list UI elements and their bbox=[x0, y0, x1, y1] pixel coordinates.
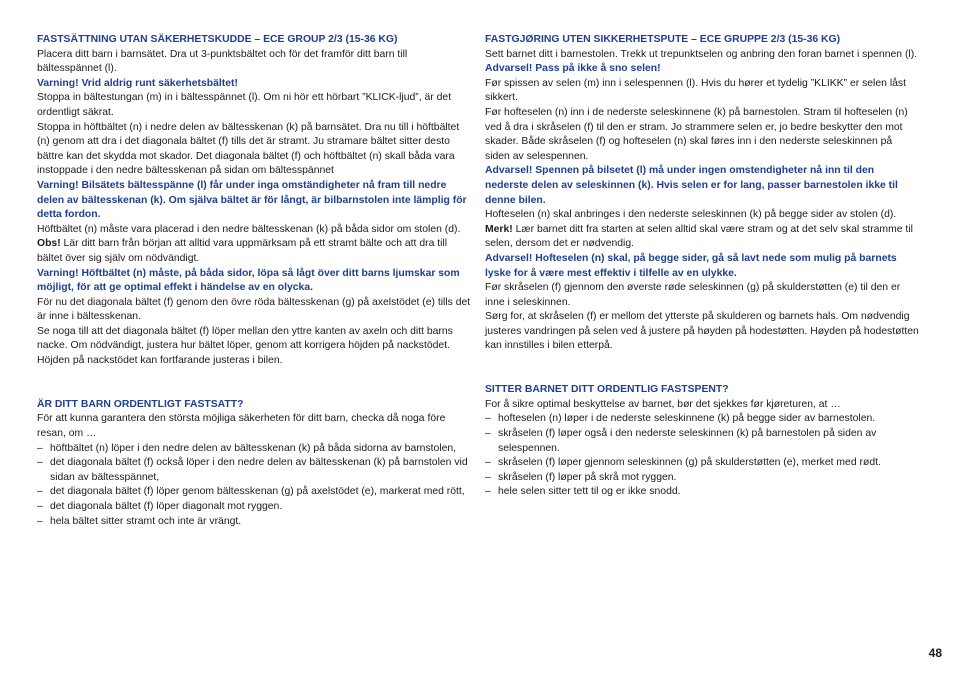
note-label: Merk! bbox=[485, 223, 513, 235]
checklist-item: – hele selen sitter tett til og er ikke snodd. bbox=[485, 485, 919, 500]
paragraph: Før spissen av selen (m) inn i selespennen (l). Hvis du hører et tydelig ”KLIKK” er selen låst sikkert. bbox=[485, 77, 906, 104]
checklist-item: – det diagonala bältet (f) löper diagonalt mot ryggen. bbox=[37, 500, 471, 515]
warning-text: Advarsel! Hofteselen (n) skal, på begge sider, gå så lavt nede som mulig på barnets lyske for å være mest effektiv i tilfelle av en ulykke. bbox=[485, 252, 897, 279]
checklist-item: – det diagonala bältet (f) löper genom bältesskenan (g) på axelstödet (e), markerat med rött, bbox=[37, 485, 471, 500]
paragraph: Placera ditt barn i barnsätet. Dra ut 3-punktsbältet och för det framför ditt barn till bältesspännet (l). bbox=[37, 48, 408, 75]
checklist bbox=[37, 442, 471, 530]
checklist-item: – höftbältet (n) löper i den nedre delen av bältesskenan (k) på båda sidorna av barnstolen, bbox=[37, 442, 471, 457]
warning-text: Varning! Vrid aldrig runt säkerhetsbältet! bbox=[37, 77, 238, 89]
paragraph: För nu det diagonala bältet (f) genom den övre röda bältesskenan (g) på axelstödet (e) tills det är inne i bältesskenan. bbox=[37, 296, 471, 323]
warning-text: Advarsel! Pass på ikke å sno selen! bbox=[485, 63, 661, 75]
checklist-item: – skråselen (f) løper gjennom seleskinnen (g) på skulderstøtten (e), merket med rødt. bbox=[485, 456, 919, 471]
paragraph: Hofteselen (n) skal anbringes i den nederste seleskinnen (k) på begge sider av stolen (d). bbox=[485, 209, 897, 221]
paragraph: Se noga till att det diagonala bältet (f) löper mellan den yttre kanten av axeln och ditt barns nacke. Om nödvändigt, justera hur bältet löper, genom att korrigera höjden på nackstödet. Höjden på nackstödet kan fortfarande justeras i bilen. bbox=[37, 325, 453, 367]
section-heading-checklist: SITTER BARNET DITT ORDENTLIG FASTSPENT? bbox=[485, 384, 729, 396]
paragraph: Höftbältet (n) måste vara placerad i den nedre bältesskenan (k) på båda sidor om stolen (d). bbox=[37, 223, 461, 235]
section-spacer bbox=[485, 354, 919, 369]
right-column-norwegian bbox=[485, 33, 919, 500]
page-number: 48 bbox=[928, 646, 942, 660]
checklist-item: – hofteselen (n) løper i de nederste seleskinnene (k) på begge sider av barnestolen. bbox=[485, 412, 919, 427]
section-heading-checklist: ÄR DITT BARN ORDENTLIGT FASTSATT? bbox=[37, 398, 244, 410]
section-spacer bbox=[37, 383, 471, 398]
checklist-item: – skråselen (f) løper på skrå mot ryggen. bbox=[485, 471, 919, 486]
warning-text: Varning! Höftbältet (n) måste, på båda sidor, löpa så lågt över ditt barns ljumskar som möjligt, för att ge optimal effekt i händelse av en olycka. bbox=[37, 267, 460, 294]
checklist-item: – skråselen (f) løper også i den nederste seleskinnen (k) på barnestolen på siden av selespennen. bbox=[485, 427, 919, 456]
checklist bbox=[485, 412, 919, 500]
warning-text: Advarsel! Spennen på bilsetet (l) må under ingen omstendigheter nå inn til den nederste delen av seleskinnen (k). Hvis selen er for lang, passer barnestolen ikke til denne bilen. bbox=[485, 165, 898, 206]
checklist-item: – det diagonala bältet (f) också löper i den nedre delen av bältesskenan (k) på barnstolen vid sidan av bältesspännet, bbox=[37, 456, 471, 485]
note-label: Obs! bbox=[37, 238, 61, 250]
note-text: Lær barnet ditt fra starten at selen alltid skal være stram og at det selv skal stramme til selen, dersom det er nødvendig. bbox=[485, 223, 913, 250]
paragraph: Før skråselen (f) gjennom den øverste røde seleskinnen (g) på skulderstøtten (e) til den er inne i seleskinnen. bbox=[485, 282, 901, 308]
section-spacer bbox=[485, 369, 919, 384]
paragraph: Før hofteselen (n) inn i de nederste seleskinnene (k) på barnestolen. Stram til hofteselen (n) ved å dra i skråselen (f) til den er stram. Jo strammere selen er, jo bedre beskytter den mot skader. Både skråselen (f) og hofteselen (n) skal føres inn i den nederste seleskinnen på siden av selespennen. bbox=[485, 106, 908, 162]
left-column-swedish bbox=[37, 33, 471, 529]
paragraph: Sørg for, at skråselen (f) er mellom det ytterste på skulderen og barnets hals. Om nødvendig justeres vandringen på selen ved å justere på høyden på hodestøtten. Høyden på hodestøtten kan innstilles i bilen etterpå. bbox=[485, 311, 919, 352]
checklist-item: – hela bältet sitter stramt och inte är vrängt. bbox=[37, 515, 471, 530]
checklist-intro: För att kunna garantera den största möjliga säkerheten för ditt barn, checka då noga före resan, om … bbox=[37, 413, 446, 440]
note-paragraph bbox=[37, 237, 471, 266]
section-heading-fastgjoring: FASTGJØRING UTEN SIKKERHETSPUTE – ECE GRUPPE 2/3 (15-36 KG) bbox=[485, 34, 841, 45]
section-spacer bbox=[37, 369, 471, 384]
note-text: Lär ditt barn från början att alltid vara uppmärksam på ett stramt bälte och att dra till bältet över sig själv om nödvändigt. bbox=[37, 238, 448, 264]
paragraph: Stoppa in bältestungan (m) in i bältesspännet (l). Om ni hör ett hörbart ”KLICK-ljud”, är det ordentligt säkrat. bbox=[37, 92, 452, 118]
paragraph: Sett barnet ditt i barnestolen. Trekk ut trepunktselen og anbring den foran barnet i spennen (l). bbox=[485, 48, 918, 60]
paragraph: Stoppa in höftbältet (n) i nedre delen av bältesskenan (k) på barnsätet. Dra nu till i höftbältet (n) genom att dra i det diagonala bältet (f) tills det är stramt. Ju stramare bältet sitter desto bättre kan det skydda mot skador. Det diagonala bältet (f) och höftbältet (n) skall båda vara instoppade i den nedre bältesskenan på sidan om bältesspännet bbox=[37, 121, 460, 177]
section-heading-fastsattning: FASTSÄTTNING UTAN SÄKERHETSKUDDE – ECE GROUP 2/3 (15-36 KG) bbox=[37, 34, 398, 45]
warning-text: Varning! Bilsätets bältesspänne (l) får under inga omständigheter nå fram till nedre delen av bältesskenan (k). Om själva bältet är för långt, är bilbarnstolen inte lämplig för detta fordon. bbox=[37, 179, 467, 221]
checklist-intro: For å sikre optimal beskyttelse av barnet, bør det sjekkes før kjøreturen, at … bbox=[485, 398, 841, 410]
note-paragraph bbox=[485, 223, 919, 252]
